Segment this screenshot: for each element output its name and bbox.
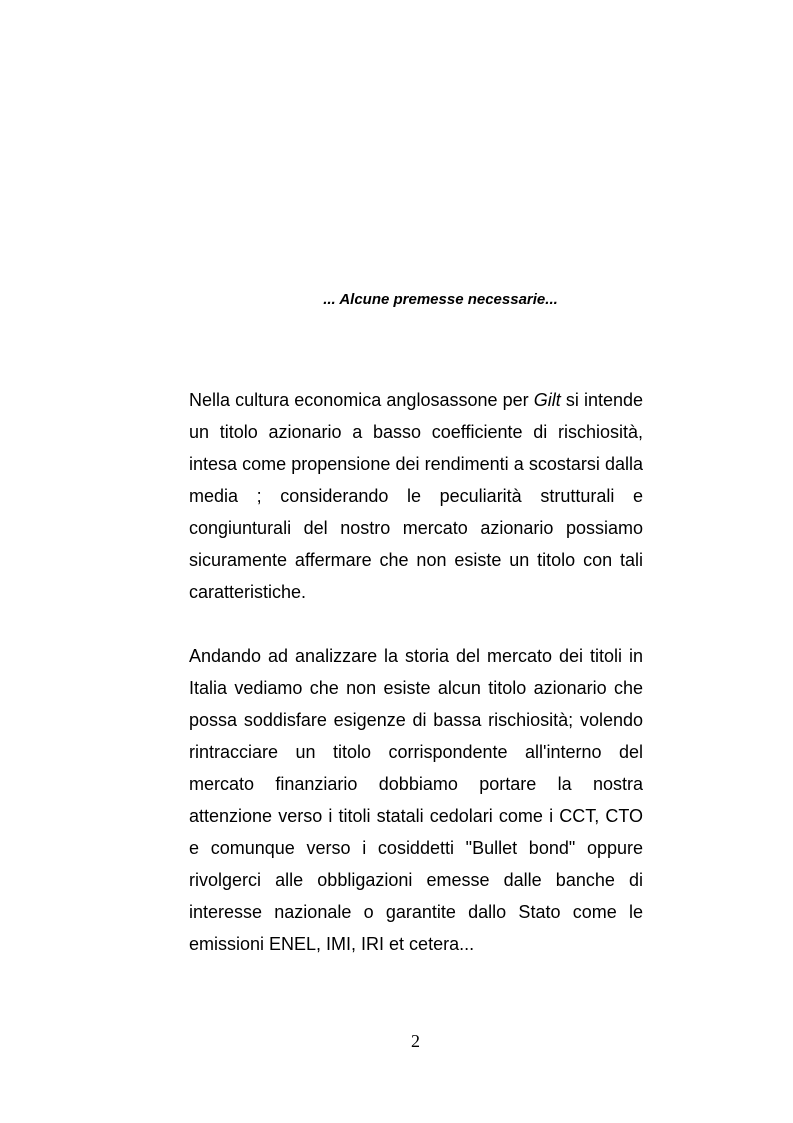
section-heading: ... Alcune premesse necessarie... <box>323 291 558 308</box>
paragraph-market-history: Andando ad analizzare la storia del mercato dei titoli in Italia vediamo che non esiste alcun titolo azionario che possa soddisfare esigenze di bassa rischiosità; volendo rintracciare un titolo corrispondente all'interno del mercato finanziario dobbiamo portare la nostra attenzione verso i titoli statali cedolari come i CCT, CTO e comunque verso i cosiddetti "Bullet bond" oppure rivolgerci alle obbligazioni emesse dalle banche di interesse nazionale o garantite dallo Stato come le emissioni ENEL, IMI, IRI et cetera... <box>189 646 643 954</box>
term-gilt: Gilt <box>533 390 561 410</box>
paragraph-text-rest: si intende un titolo azionario a basso coefficiente di rischiosità, intesa come propensione dei rendimenti a scostarsi dalla media ; considerando le peculiarità strutturali e congiunturali del nostro mercato azionario possiamo sicuramente affermare che non esiste un titolo con tali caratteristiche. <box>189 390 643 602</box>
paragraph-gilt-definition <box>189 384 643 608</box>
page-number: 2 <box>411 1031 420 1051</box>
paragraph-text-start: Nella cultura economica anglosassone per <box>189 390 534 410</box>
